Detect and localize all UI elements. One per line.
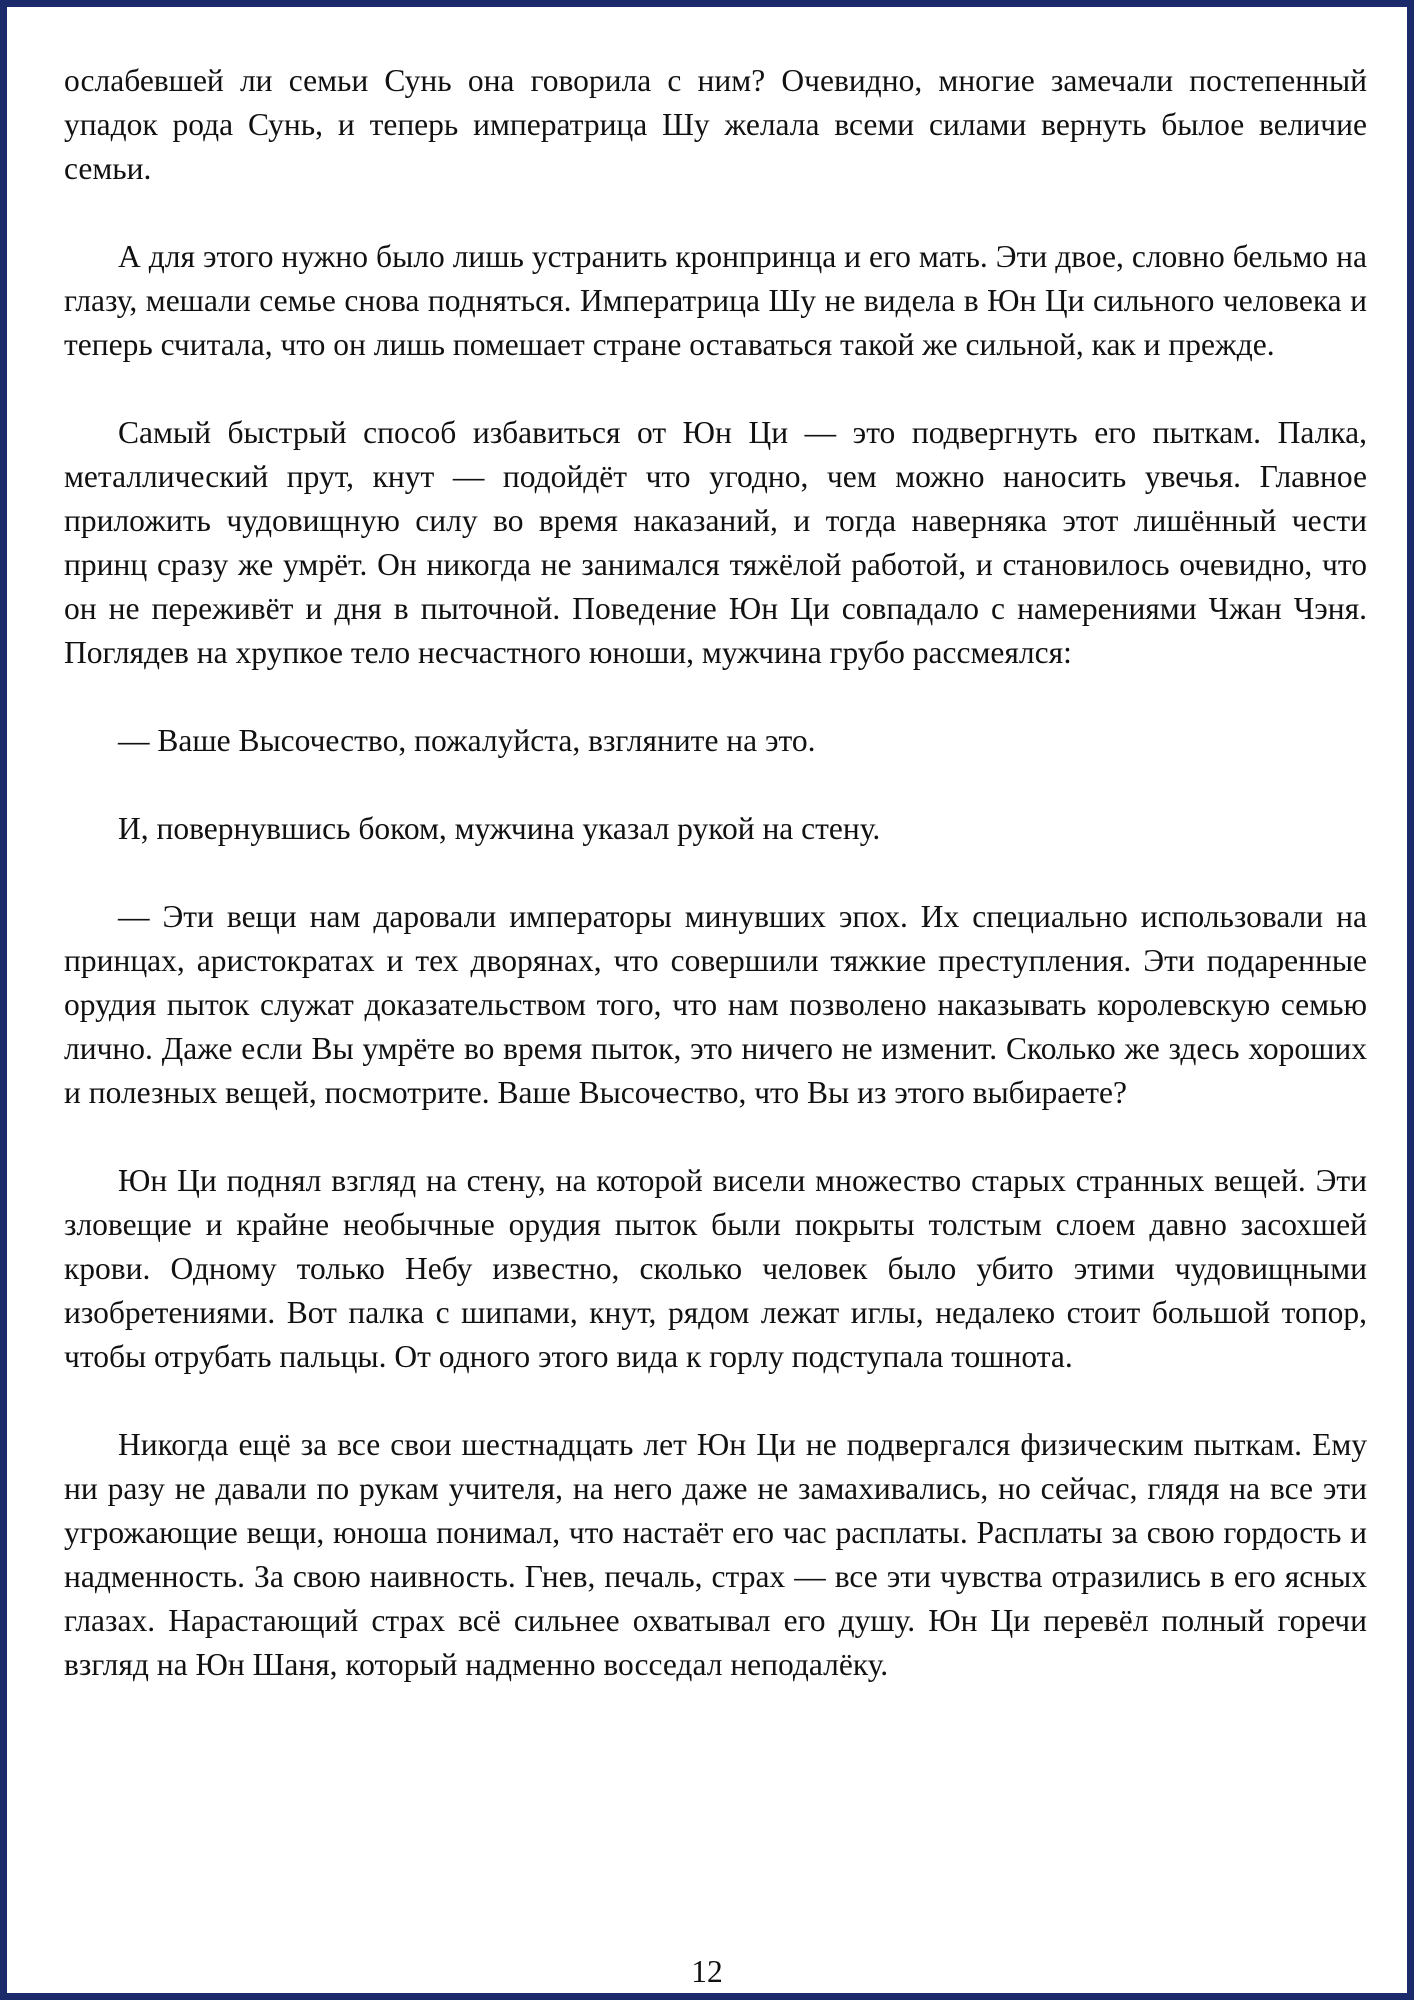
paragraph: Самый быстрый способ избавиться от Юн Ци — это подвергнуть его пыткам. Палка, металлический прут, кнут — подойдёт что угодно, чем можно наносить увечья. Главное приложить чудовищную силу во время наказаний, и тогда наверняка этот лишённый чести принц сразу же умрёт. Он никогда не занимался тяжёлой работой, и становилось очевидно, что он не переживёт и дня в пыточной. Поведение Юн Ци совпадало с намерениями Чжан Чэня. Поглядев на хрупкое тело несчастного юноши, мужчина грубо рассмеялся: <box>64 415 1367 670</box>
dialogue-paragraph: — Ваше Высочество, пожалуйста, взгляните на это. <box>118 723 816 758</box>
paragraph: И, повернувшись боком, мужчина указал рукой на стену. <box>118 811 881 846</box>
dialogue-paragraph: — Эти вещи нам даровали императоры минувших эпох. Их специально использовали на принцах, аристократах и тех дворянах, что совершили тяжкие преступления. Эти подаренные орудия пыток служат доказательством того, что нам позволено наказывать королевскую семью лично. Даже если Вы умрёте во время пыток, это ничего не изменит. Сколько же здесь хороших и полезных вещей, посмотрите. Ваше Высочество, что Вы из этого выбираете? <box>64 899 1367 1110</box>
paragraph: Юн Ци поднял взгляд на стену, на которой висели множество старых странных вещей. Эти зловещие и крайне необычные орудия пыток были покрыты толстым слоем давно засохшей крови. Одному только Небу известно, сколько человек было убито этими чудовищными изобретениями. Вот палка с шипами, кнут, рядом лежат иглы, недалеко стоит большой топор, чтобы отрубать пальцы. От одного этого вида к горлу подступала тошнота. <box>64 1163 1367 1374</box>
paragraph-continuation: ослабевшей ли семьи Сунь она говорила с ним? Очевидно, многие замечали постепенный упадок рода Сунь, и теперь императрица Шу желала всеми силами вернуть былое величие семьи. <box>64 63 1367 186</box>
page-number: 12 <box>691 1954 723 1989</box>
paragraph: Никогда ещё за все свои шестнадцать лет Юн Ци не подвергался физическим пыткам. Ему ни разу не давали по рукам учителя, на него даже не замахивались, но сейчас, глядя на все эти угрожающие вещи, юноша понимал, что настаёт его час расплаты. Расплаты за свою гордость и надменность. За свою наивность. Гнев, печаль, страх — все эти чувства отразились в его ясных глазах. Нарастающий страх всё сильнее охватывал его душу. Юн Ци перевёл полный горечи взгляд на Юн Шаня, который надменно восседал неподалёку. <box>64 1427 1367 1682</box>
body-text <box>64 59 1367 1687</box>
paragraph: А для этого нужно было лишь устранить кронпринца и его мать. Эти двое, словно бельмо на глазу, мешали семье снова подняться. Императрица Шу не видела в Юн Ци сильного человека и теперь считала, что он лишь помешает стране оставаться такой же сильной, как и прежде. <box>64 239 1367 362</box>
